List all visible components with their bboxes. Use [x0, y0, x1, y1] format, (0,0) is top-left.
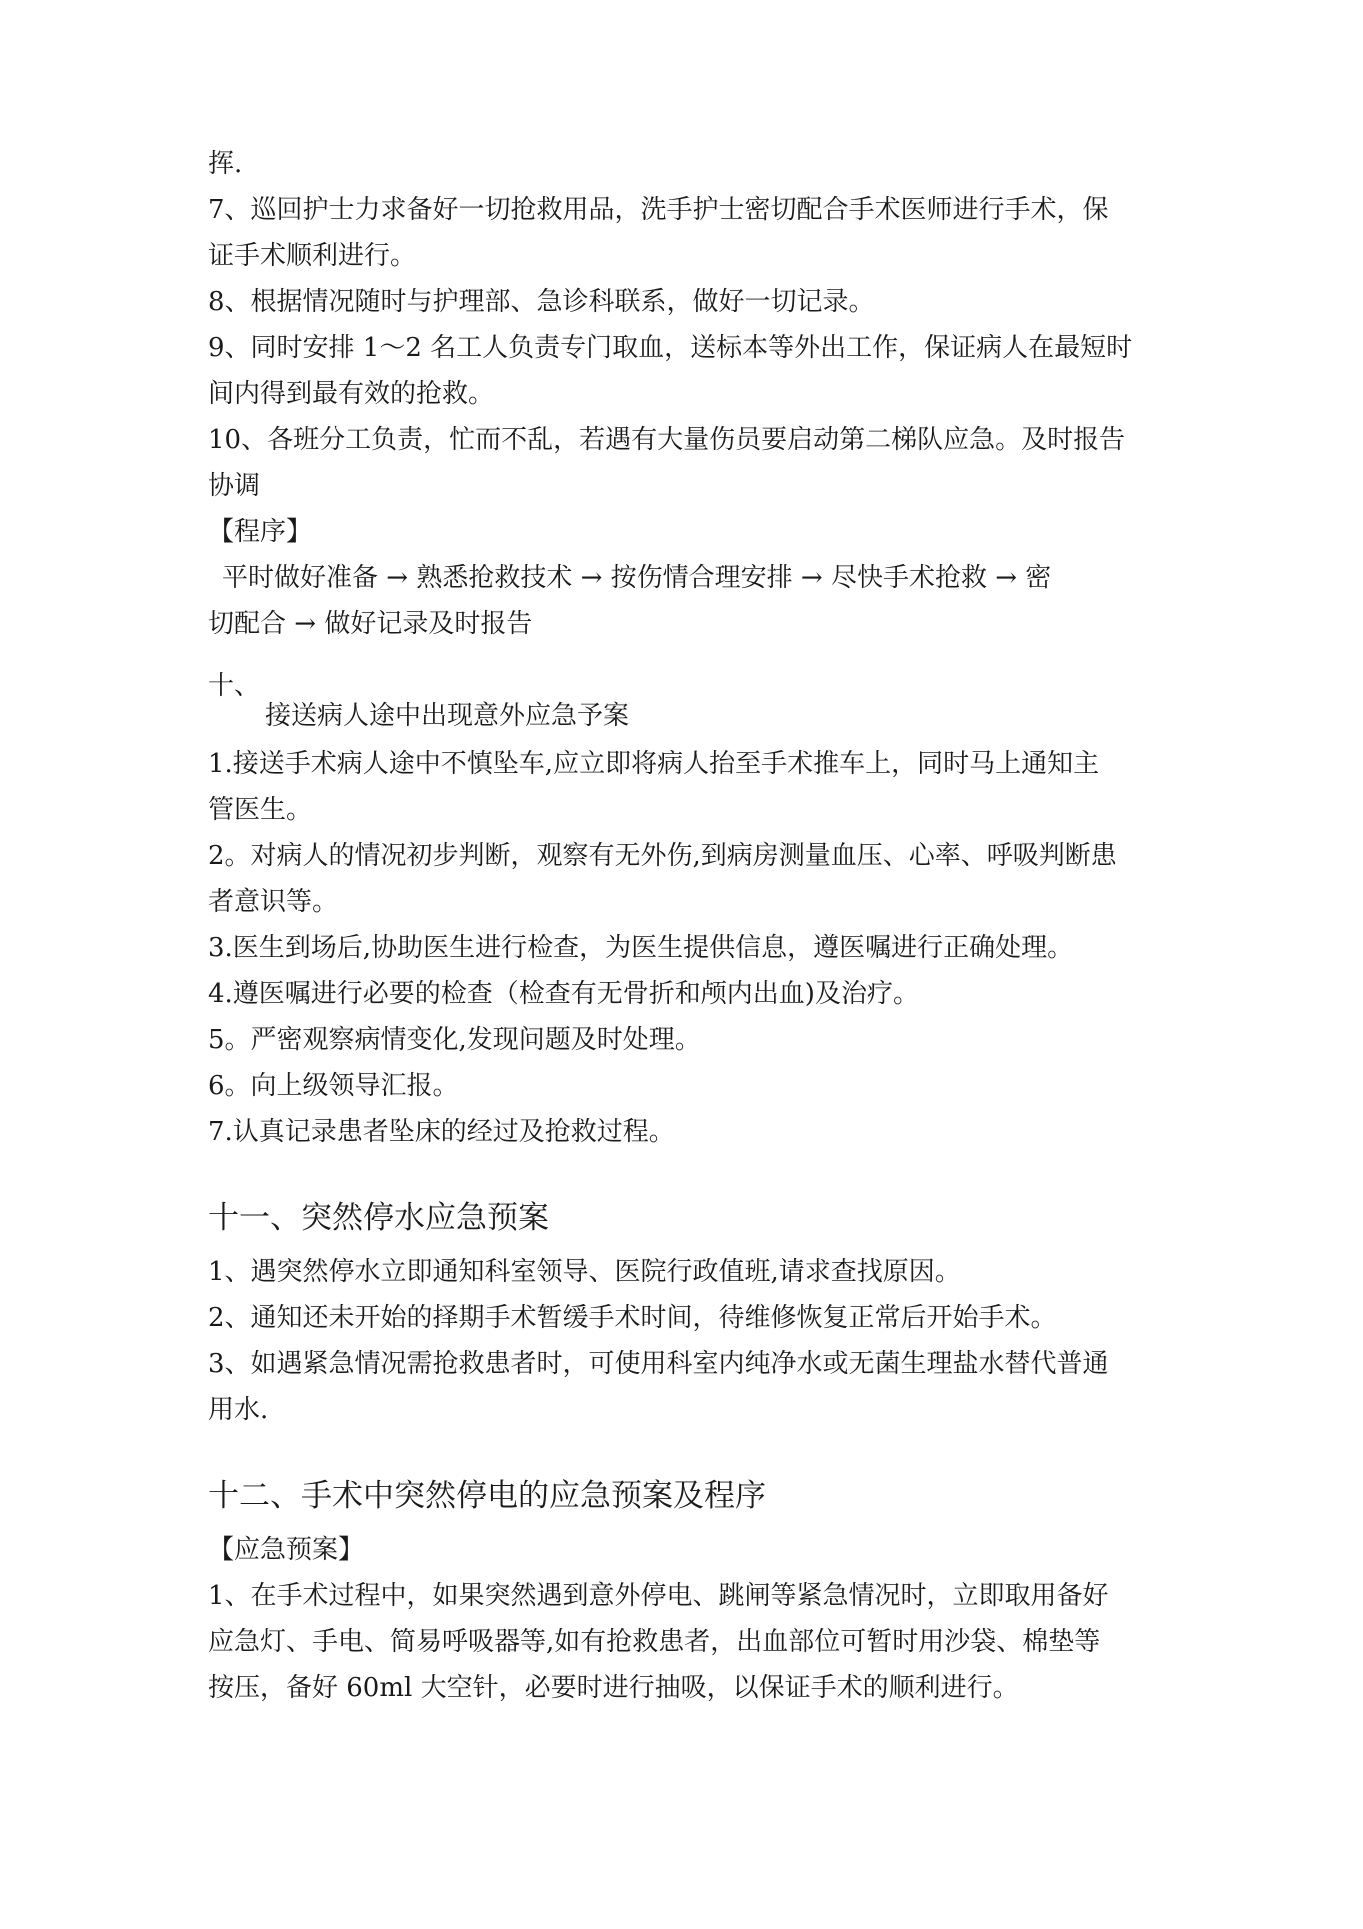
list-item: 1、遇突然停水立即通知科室领导、医院行政值班,请求查找原因。	[208, 1257, 961, 1287]
text-line: 协调	[208, 471, 261, 501]
procedure-label: 【程序】	[208, 517, 313, 547]
list-item: 3.医生到场后,协助医生进行检查，为医生提供信息，遵医嘱进行正确处理。	[208, 933, 1074, 963]
section-title: 接送病人途中出现意外应急予案	[265, 701, 630, 731]
list-item: 者意识等。	[208, 887, 339, 917]
list-item: 2、通知还未开始的择期手术暂缓手术时间，待维修恢复正常后开始手术。	[208, 1303, 1057, 1333]
plan-label: 【应急预案】	[208, 1535, 365, 1565]
text-line: 10、各班分工负责，忙而不乱，若遇有大量伤员要启动第二梯队应急。及时报告	[208, 425, 1126, 455]
section-number: 十、	[208, 671, 261, 701]
text-line: 间内得到最有效的抢救。	[208, 379, 495, 409]
section-heading: 十二、手术中突然停电的应急预案及程序	[208, 1478, 766, 1514]
text-line: 挥.	[208, 149, 243, 179]
text-line: 9、同时安排 1～2 名工人负责专门取血，送标本等外出工作，保证病人在最短时	[208, 333, 1133, 363]
list-item: 7.认真记录患者坠床的经过及抢救过程。	[208, 1117, 675, 1147]
list-item: 应急灯、手电、简易呼吸器等,如有抢救患者，出血部位可暂时用沙袋、棉垫等	[208, 1627, 1101, 1657]
list-item: 用水.	[208, 1395, 269, 1425]
list-item: 6。向上级领导汇报。	[208, 1071, 459, 1101]
list-item: 1.接送手术病人途中不慎坠车,应立即将病人抬至手术推车上，同时马上通知主	[208, 749, 1100, 779]
list-item: 3、如遇紧急情况需抢救患者时，可使用科室内纯净水或无菌生理盐水替代普通	[208, 1349, 1109, 1379]
list-item: 管医生。	[208, 795, 313, 825]
text-line: 8、根据情况随时与护理部、急诊科联系，做好一切记录。	[208, 287, 875, 317]
list-item: 按压，备好 60ml 大空针，必要时进行抽吸，以保证手术的顺利进行。	[208, 1673, 1019, 1703]
list-item: 4.遵医嘱进行必要的检查（检查有无骨折和颅内出血)及治疗。	[208, 979, 919, 1009]
text-line: 7、巡回护士力求备好一切抢救用品，洗手护士密切配合手术医师进行手术，保	[208, 195, 1109, 225]
procedure-flow: 切配合 → 做好记录及时报告	[208, 609, 533, 639]
section-heading: 十一、突然停水应急预案	[208, 1200, 549, 1236]
list-item: 1、在手术过程中，如果突然遇到意外停电、跳闸等紧急情况时，立即取用备好	[208, 1581, 1109, 1611]
procedure-flow: 平时做好准备 → 熟悉抢救技术 → 按伤情合理安排 → 尽快手术抢救 → 密	[222, 563, 1052, 593]
text-line: 证手术顺利进行。	[208, 241, 417, 271]
list-item: 5。严密观察病情变化,发现问题及时处理。	[208, 1025, 701, 1055]
list-item: 2。对病人的情况初步判断，观察有无外伤,到病房测量血压、心率、呼吸判断患	[208, 841, 1117, 871]
